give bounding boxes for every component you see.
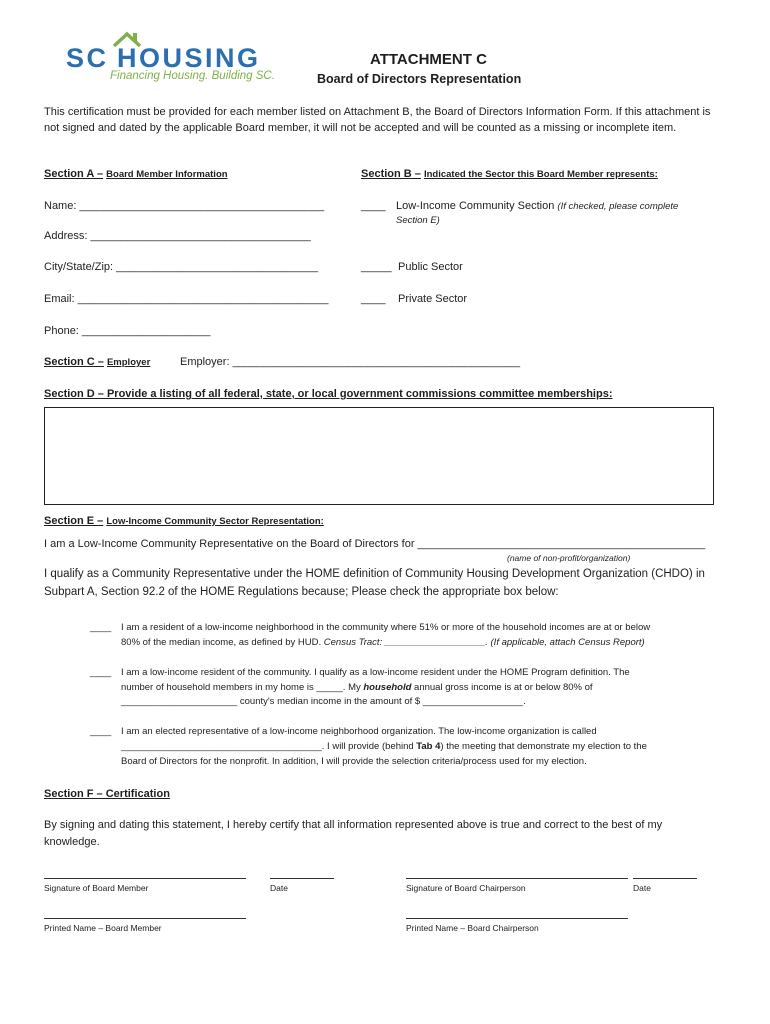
public-sector-label: Public Sector xyxy=(398,261,463,273)
household-members-field[interactable]: number of household members in my home is _____. My xyxy=(121,682,361,693)
section-a-sublabel: Board Member Information xyxy=(106,169,228,180)
phone-field[interactable]: Phone: _____________________ xyxy=(44,325,211,337)
option-2-line-2 xyxy=(121,682,593,693)
section-c-label: Section C – xyxy=(44,356,104,368)
section-b-label: Section B – xyxy=(361,168,421,180)
private-sector-label: Private Sector xyxy=(398,293,468,305)
chairperson-date-line[interactable] xyxy=(633,878,697,879)
printed-name-board-member-label: Printed Name – Board Member xyxy=(44,923,162,933)
board-member-signature-line[interactable] xyxy=(44,878,246,879)
chairperson-signature-line[interactable] xyxy=(406,878,628,879)
tab-4-reference: Tab 4 xyxy=(416,741,441,752)
county-median-income-field[interactable]: ______________________ county's median income in the amount of $ ___________________. xyxy=(121,696,526,707)
census-tract-field[interactable]: Census Tract: ___________________. xyxy=(323,637,488,648)
section-d-heading: Section D – Provide a listing of all federal, state, or local government commissions committee memberships: xyxy=(44,388,613,400)
certification-line-2: knowledge. xyxy=(44,836,100,848)
section-e-sublabel: Low-Income Community Sector Representation: xyxy=(106,516,324,527)
logo-housing-text: HOUSING xyxy=(117,43,261,73)
option-1-line-2 xyxy=(121,637,645,648)
representative-org-field[interactable]: I am a Low-Income Community Representative on the Board of Directors for _______________________________________________ xyxy=(44,538,706,550)
option-2-income-text: annual gross income is at or below 80% of xyxy=(414,682,593,693)
certification-line-1: By signing and dating this statement, I hereby certify that all information represented above is true and correct to the best of my xyxy=(44,819,663,831)
page-title: ATTACHMENT C xyxy=(370,51,487,68)
email-field[interactable]: Email: _________________________________________ xyxy=(44,293,329,305)
signature-chairperson-label: Signature of Board Chairperson xyxy=(406,883,526,893)
public-sector-checkbox[interactable]: _____ xyxy=(361,261,392,273)
employer-field[interactable]: Employer: _______________________________________________ xyxy=(180,356,521,368)
board-member-printed-name-line[interactable] xyxy=(44,918,246,919)
address-field[interactable]: Address: ____________________________________ xyxy=(44,230,311,242)
low-income-option xyxy=(396,200,678,212)
private-sector-checkbox[interactable]: ____ xyxy=(361,293,386,305)
section-c-sublabel: Employer xyxy=(106,357,151,368)
logo-sc-text: SC xyxy=(66,43,109,73)
date-label-2: Date xyxy=(633,883,651,893)
date-label-1: Date xyxy=(270,883,288,893)
low-income-note: (If checked, please complete xyxy=(557,201,679,212)
name-field[interactable]: Name: ________________________________________ xyxy=(44,200,325,212)
organization-name-note: (name of non-profit/organization) xyxy=(507,553,631,563)
commission-memberships-textbox[interactable] xyxy=(44,407,714,505)
printed-name-chairperson-label: Printed Name – Board Chairperson xyxy=(406,923,539,933)
organization-name-field[interactable]: ______________________________________. I will provide (behind xyxy=(121,741,414,752)
section-c-heading xyxy=(44,356,150,368)
low-income-label: Low-Income Community Section xyxy=(396,200,555,212)
intro-paragraph: This certification must be provided for each member listed on Attachment B, the Board of Directors Information Form. If this attachment is not signed and dated by the applicable Board member, it will not be accepted and will be counted as a missing or incomplete item. xyxy=(44,106,711,134)
section-f-heading: Section F – Certification xyxy=(44,788,170,800)
option-1-text: 80% of the median income, as defined by HUD. xyxy=(121,637,322,648)
chairperson-printed-name-line[interactable] xyxy=(406,918,628,919)
section-a-heading xyxy=(44,168,228,180)
qualify-line-1: I qualify as a Community Representative under the HOME definition of Community Housing Development Organization (CHDO) in xyxy=(44,568,705,580)
section-b-heading xyxy=(361,168,658,180)
section-b-sublabel: Indicated the Sector this Board Member represents: xyxy=(423,169,658,180)
section-a-label: Section A – xyxy=(44,168,104,180)
section-e-heading xyxy=(44,515,324,527)
option-3-meeting-text: ) the meeting that demonstrate my election to the xyxy=(440,741,647,752)
page-subtitle: Board of Directors Representation xyxy=(317,72,522,86)
city-state-zip-field[interactable]: City/State/Zip: _________________________________ xyxy=(44,261,319,273)
option-2-checkbox[interactable]: ____ xyxy=(90,667,112,678)
option-1-checkbox[interactable]: ____ xyxy=(90,622,112,633)
option-2-line-1: I am a low-income resident of the community. I qualify as a low-income resident under the HOME Program definition. The xyxy=(121,667,630,678)
option-3-checkbox[interactable]: ____ xyxy=(90,726,112,737)
option-3-line-3: Board of Directors for the nonprofit. In addition, I will provide the selection criteria/process used for my election. xyxy=(121,756,587,767)
census-report-note: (If applicable, attach Census Report) xyxy=(490,637,645,648)
qualify-line-2: Subpart A, Section 92.2 of the HOME Regulations because; Please check the appropriate box below: xyxy=(44,586,559,598)
low-income-checkbox[interactable]: ____ xyxy=(361,200,386,212)
board-member-date-line[interactable] xyxy=(270,878,334,879)
option-3-line-1: I am an elected representative of a low-income neighborhood organization. The low-income organization is called xyxy=(121,726,597,737)
option-3-line-2 xyxy=(121,741,647,752)
option-1-line-1: I am a resident of a low-income neighborhood in the community where 51% or more of the household incomes are at or below xyxy=(121,622,651,633)
section-e-label: Section E – xyxy=(44,515,104,527)
logo-tagline: Financing Housing. Building SC. xyxy=(110,70,275,82)
household-emphasis: household xyxy=(363,682,412,693)
signature-board-member-label: Signature of Board Member xyxy=(44,883,149,893)
low-income-note-2: Section E) xyxy=(396,215,440,226)
